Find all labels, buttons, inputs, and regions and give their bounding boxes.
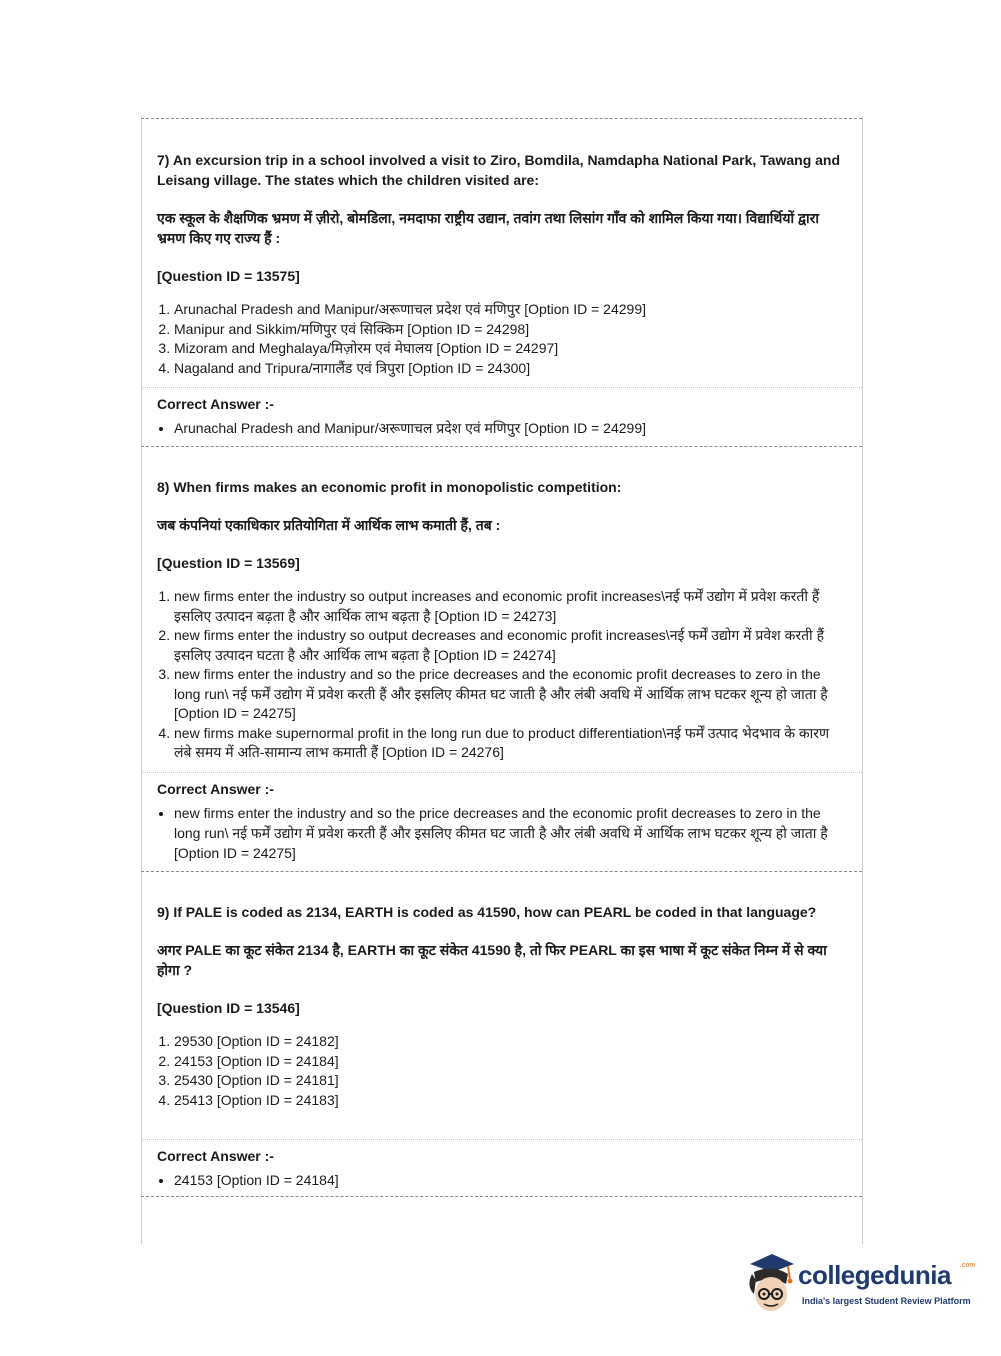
answer-block [157,779,847,863]
option-item: 4. Nagaland and Tripura/नागालैंड एवं त्रिपुरा [Option ID = 24300] [174,359,847,379]
option-item: 2. 24153 [Option ID = 24184] [174,1052,847,1072]
question-divider [141,871,862,872]
option-item: 1. new firms enter the industry so output increases and economic profit increases\नई फर्में उद्योग में प्रवेश करती हैं इसलिए उत्पादन बढ़ता है और आर्थिक लाभ बढ़ता है [Option ID = 24273] [174,587,847,626]
answer-block [157,1146,847,1190]
answer-block [157,394,847,438]
brand-dotcom: .com [960,1262,976,1269]
correct-answer-text: • new firms enter the industry and so the price decreases and the economic profit decreases to zero in the long run\ नई फर्में उद्योग में प्रवेश करती हैं और इसलिए कीमत घट जाती है और लंबी अवधि में आर्थिक लाभ घटकर शून्य हो जाता है [Option ID = 24275] [174,803,847,863]
correct-answer-text: • Arunachal Pradesh and Manipur/अरूणाचल प्रदेश एवं मणिपुर [Option ID = 24299] [174,418,847,438]
option-item: 4. new firms make supernormal profit in the long run due to product differentiation\नई फर्में उत्पाद भेदभाव के कारण लंबे समय में अति-सामान्य लाभ कमाती हैं [Option ID = 24276] [174,724,847,763]
question-text-hi: अगर PALE का कूट संकेत 2134 है, EARTH का कूट संकेत 41590 है, तो फिर PEARL का इस भाषा में कूट संकेत निम्न में से क्या होगा ? [157,942,827,978]
question-id: [Question ID = 13575] [157,268,300,284]
answer-divider [141,1139,862,1140]
question-divider [141,118,862,119]
question-text-en: 8) When firms makes an economic profit in monopolistic competition: [157,479,622,495]
option-item: 3. new firms enter the industry and so the price decreases and the economic profit decreases to zero in the long run\ नई फर्में उद्योग में प्रवेश करती हैं और इसलिए कीमत घट जाती है और लंबी अवधि में आर्थिक लाभ घटकर शून्य हो जाता है [Option ID = 24275] [174,665,847,724]
question-divider [141,446,862,447]
answer-divider [141,387,862,388]
question-text-en: 7) An excursion trip in a school involved a visit to Ziro, Bomdila, Namdapha National Park, Tawang and Leisang village. The states which the children visited are: [157,152,841,188]
question-text-en: 9) If PALE is coded as 2134, EARTH is coded as 41590, how can PEARL be coded in that language? [157,904,817,920]
question-block [157,902,847,1110]
brand-tagline: India's largest Student Review Platform [802,1296,971,1306]
options-list [157,1032,847,1110]
mascot-icon [742,1250,802,1316]
options-list [157,300,847,378]
question-block [157,150,847,378]
option-item: 4. 25413 [Option ID = 24183] [174,1091,847,1111]
brand-name: collegedunia [798,1260,951,1290]
option-item: 2. new firms enter the industry so output decreases and economic profit increases\नई फर्में उद्योग में प्रवेश करती हैं इसलिए उत्पादन घटता है और आर्थिक लाभ बढ़ता है [Option ID = 24274] [174,626,847,665]
correct-answer-label: Correct Answer :- [157,396,274,412]
question-text-hi: एक स्कूल के शैक्षणिक भ्रमण में ज़ीरो, बोमडिला, नमदाफा राष्ट्रीय उद्यान, तवांग तथा लिसांग गाँव को शामिल किया गया। विद्यार्थियों द्वारा भ्रमण किए गए राज्य हैं : [157,210,820,246]
question-text-hi: जब कंपनियां एकाधिकार प्रतियोगिता में आर्थिक लाभ कमाती हैं, तब : [157,517,501,533]
collegedunia-logo [742,1250,976,1316]
option-item: 3. 25430 [Option ID = 24181] [174,1071,847,1091]
options-list [157,587,847,763]
question-divider [141,1196,862,1197]
option-item: 1. Arunachal Pradesh and Manipur/अरूणाचल प्रदेश एवं मणिपुर [Option ID = 24299] [174,300,847,320]
option-item: 1. 29530 [Option ID = 24182] [174,1032,847,1052]
question-block [157,477,847,763]
option-item: 3. Mizoram and Meghalaya/मिज़ोरम एवं मेघालय [Option ID = 24297] [174,339,847,359]
option-item: 2. Manipur and Sikkim/मणिपुर एवं सिक्किम [Option ID = 24298] [174,320,847,340]
correct-answer-label: Correct Answer :- [157,1148,274,1164]
question-id: [Question ID = 13569] [157,555,300,571]
correct-answer-text: • 24153 [Option ID = 24184] [174,1170,847,1190]
answer-divider [141,772,862,773]
correct-answer-label: Correct Answer :- [157,781,274,797]
question-id: [Question ID = 13546] [157,1000,300,1016]
